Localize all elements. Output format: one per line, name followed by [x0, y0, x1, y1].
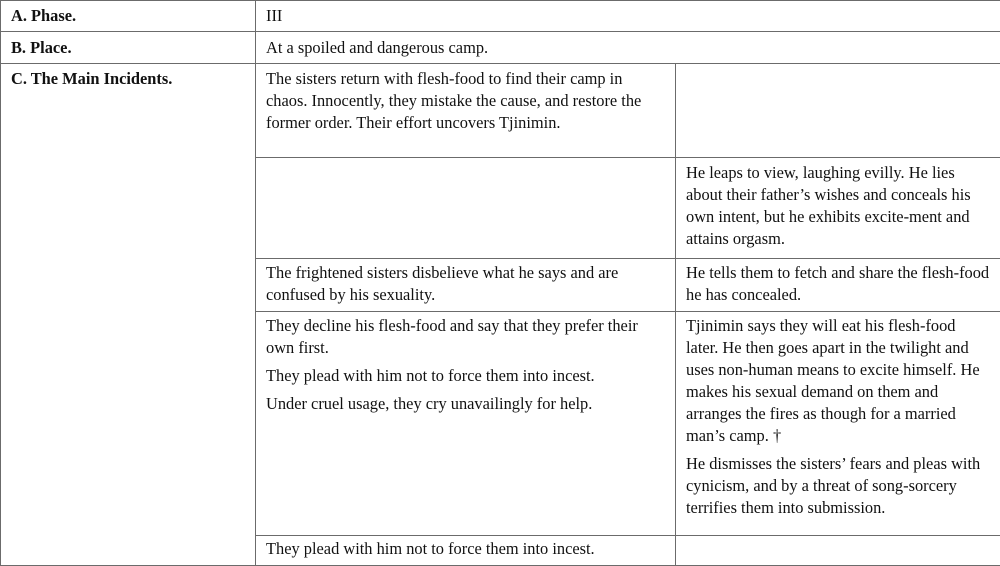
phase-label: A. Phase. [1, 1, 256, 32]
sisters-cell [256, 158, 676, 259]
place-row [1, 32, 1000, 64]
sisters-text: Under cruel usage, they cry unavailingly for help. [266, 393, 665, 415]
incidents-label: C. The Main Incidents. [1, 64, 256, 566]
tjinimin-text: Tjinimin says they will eat his flesh-food later. He then goes apart in the twilight and uses non-human means to excite himself. He makes his sexual demand on them and arranges the fires as though for a married man’s camp. † [686, 315, 990, 447]
sisters-text: They plead with him not to force them into incest. [266, 538, 665, 560]
tjinimin-cell [676, 158, 1000, 259]
sisters-text: They plead with him not to force them into incest. [266, 365, 665, 387]
tjinimin-text: He tells them to fetch and share the flesh-food he has concealed. [686, 262, 990, 306]
tjinimin-text: He leaps to view, laughing evilly. He lies about their father’s wishes and conceals his own intent, but he exhibits excite-ment and attains orgasm. [686, 162, 990, 250]
tjinimin-cell [676, 312, 1000, 536]
sisters-text: They decline his flesh-food and say that they prefer their own first. [266, 315, 665, 359]
phase-row [1, 1, 1000, 32]
tjinimin-cell [676, 259, 1000, 312]
sisters-cell [256, 259, 676, 312]
sisters-cell [256, 536, 676, 566]
sisters-cell [256, 64, 676, 158]
tjinimin-cell [676, 64, 1000, 158]
place-label: B. Place. [1, 32, 256, 64]
place-value: At a spoiled and dangerous camp. [256, 32, 1000, 64]
tjinimin-text: He dismisses the sisters’ fears and pleas with cynicism, and by a threat of song-sorcery terrifies them into submission. [686, 453, 990, 519]
tjinimin-cell [676, 536, 1000, 566]
sisters-cell [256, 312, 676, 536]
sisters-text: The sisters return with flesh-food to find their camp in chaos. Innocently, they mistake the cause, and restore the former order. Their effort uncovers Tjinimin. [266, 68, 665, 134]
table-row [1, 64, 1000, 158]
sisters-text: The frightened sisters disbelieve what he says and are confused by his sexuality. [266, 262, 665, 306]
phase-value: III [256, 1, 1000, 32]
